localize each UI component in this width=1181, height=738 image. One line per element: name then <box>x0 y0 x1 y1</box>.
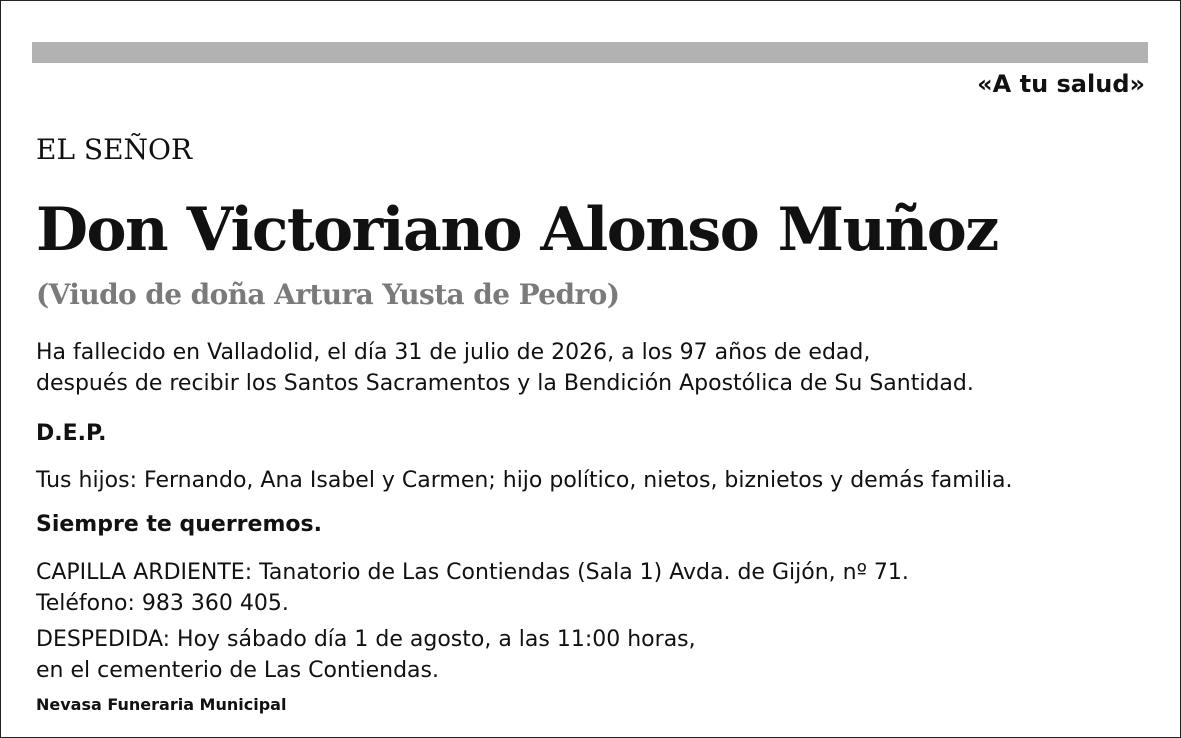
chapel-line-1: CAPILLA ARDIENTE: Tanatorio de Las Contiendas (Sala 1) Avda. de Gijón, nº 71. <box>36 560 909 585</box>
dep-label: D.E.P. <box>36 421 107 446</box>
deceased-name: Don Victoriano Alonso Muñoz <box>36 195 998 265</box>
honorific: EL SEÑOR <box>36 133 193 166</box>
family-text: Tus hijos: Fernando, Ana Isabel y Carmen; hijo político, nietos, biznietos y demás familia. <box>36 468 1013 493</box>
announcement-line-1: Ha fallecido en Valladolid, el día 31 de julio de 2026, a los 97 años de edad, <box>36 340 871 365</box>
closing-text: Siempre te querremos. <box>36 512 322 537</box>
top-gray-bar <box>32 42 1148 63</box>
announcement-line-2: después de recibir los Santos Sacramentos y la Bendición Apostólica de Su Santidad. <box>36 371 974 396</box>
chapel-line-2: Teléfono: 983 360 405. <box>36 591 289 616</box>
funeral-home: Nevasa Funeraria Municipal <box>36 695 287 714</box>
farewell-line-2: en el cementerio de Las Contiendas. <box>36 658 439 683</box>
widow-note: (Viudo de doña Artura Yusta de Pedro) <box>36 278 620 311</box>
header-quote: «A tu salud» <box>977 70 1145 98</box>
farewell-line-1: DESPEDIDA: Hoy sábado día 1 de agosto, a las 11:00 horas, <box>36 627 696 652</box>
